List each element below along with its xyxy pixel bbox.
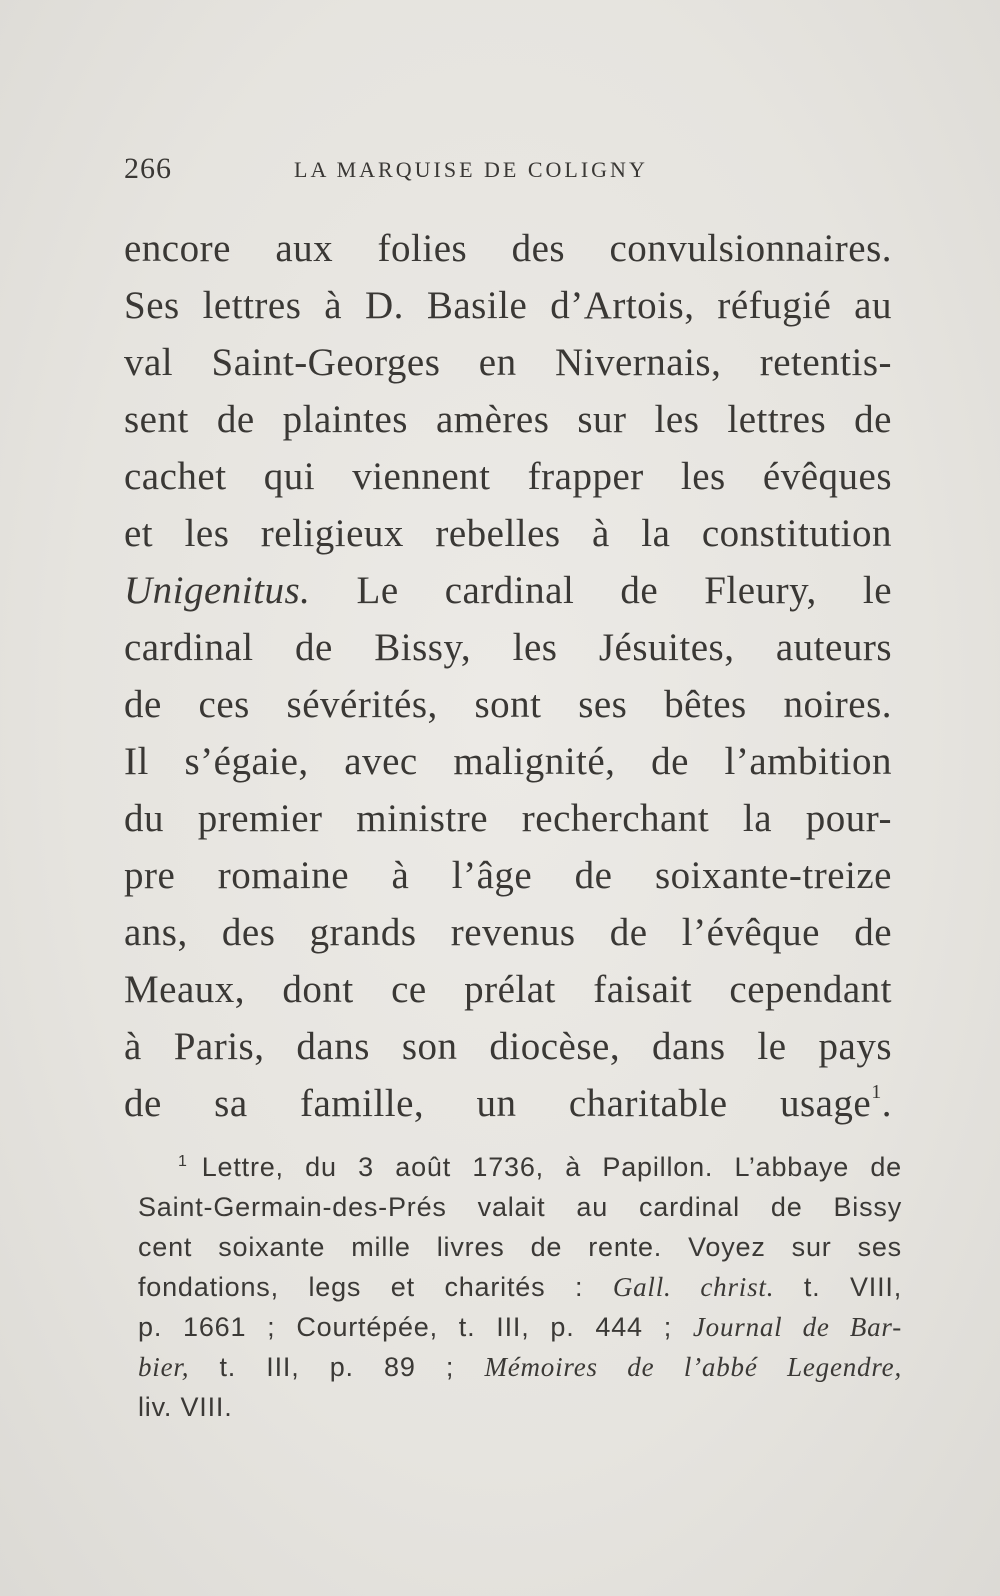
italic-citation: Gall. christ. bbox=[612, 1272, 775, 1302]
footnote bbox=[138, 1147, 902, 1427]
text-line: encore aux folies des convulsionnaires. bbox=[124, 227, 892, 270]
text-fragment: . bbox=[881, 1082, 892, 1125]
text-line: du premier ministre recherchant la pour- bbox=[124, 797, 892, 840]
footnote-line bbox=[138, 1147, 902, 1187]
italic-citation: Journal de Bar- bbox=[692, 1312, 902, 1342]
text-line: cardinal de Bissy, les Jésuites, auteurs bbox=[124, 626, 892, 669]
footnote-marker: 1 bbox=[178, 1153, 188, 1170]
footnote-line bbox=[138, 1307, 902, 1347]
footnote-line: liv. VIII. bbox=[138, 1392, 233, 1422]
footnote-line bbox=[138, 1347, 902, 1387]
main-text bbox=[124, 220, 892, 1132]
text-line: Meaux, dont ce prélat faisait cependant bbox=[124, 968, 892, 1011]
text-line: Il s’égaie, avec malignité, de l’ambition bbox=[124, 740, 892, 783]
page-number: 266 bbox=[124, 152, 172, 185]
text-line-last bbox=[124, 1075, 892, 1132]
text-line: Ses lettres à D. Basile d’Artois, réfugié au bbox=[124, 284, 892, 327]
text-fragment: Lettre, du 3 août 1736, à Papillon. L’abbaye de bbox=[201, 1152, 902, 1182]
text-fragment: p. 1661 ; Courtépée, t. III, p. 444 ; bbox=[138, 1312, 693, 1342]
text-line: ans, des grands revenus de l’évêque de bbox=[124, 911, 892, 954]
text-fragment: t. VIII, bbox=[774, 1272, 902, 1302]
text-line: pre romaine à l’âge de soixante-treize bbox=[124, 854, 892, 897]
italic-citation: Mémoires de l’abbé Legendre, bbox=[484, 1352, 902, 1382]
footnote-line: Saint-Germain-des-Prés valait au cardinal de Bissy bbox=[138, 1192, 902, 1222]
text-line: cachet qui viennent frapper les évêques bbox=[124, 455, 892, 498]
footnote-reference: 1 bbox=[871, 1081, 882, 1103]
text-fragment: Le cardinal de Fleury, le bbox=[310, 569, 892, 612]
text-line-7 bbox=[124, 562, 892, 619]
text-line: sent de plaintes amères sur les lettres de bbox=[124, 398, 892, 441]
text-fragment: de sa famille, un charitable usage bbox=[124, 1082, 872, 1125]
running-title: LA MARQUISE DE COLIGNY bbox=[294, 157, 648, 182]
italic-citation: bier, bbox=[138, 1352, 190, 1382]
text-line: et les religieux rebelles à la constitution bbox=[124, 512, 892, 555]
page-header bbox=[124, 152, 724, 192]
text-fragment: t. III, p. 89 ; bbox=[189, 1352, 485, 1382]
text-line: val Saint-Georges en Nivernais, retentis- bbox=[124, 341, 892, 384]
text-line: de ces sévérités, sont ses bêtes noires. bbox=[124, 683, 892, 726]
text-fragment: fondations, legs et charités : bbox=[138, 1272, 613, 1302]
text-line: à Paris, dans son diocèse, dans le pays bbox=[124, 1025, 892, 1068]
footnote-line bbox=[138, 1267, 902, 1307]
italic-title-unigenitus: Unigenitus. bbox=[124, 569, 311, 612]
footnote-line: cent soixante mille livres de rente. Voyez sur ses bbox=[138, 1232, 902, 1262]
